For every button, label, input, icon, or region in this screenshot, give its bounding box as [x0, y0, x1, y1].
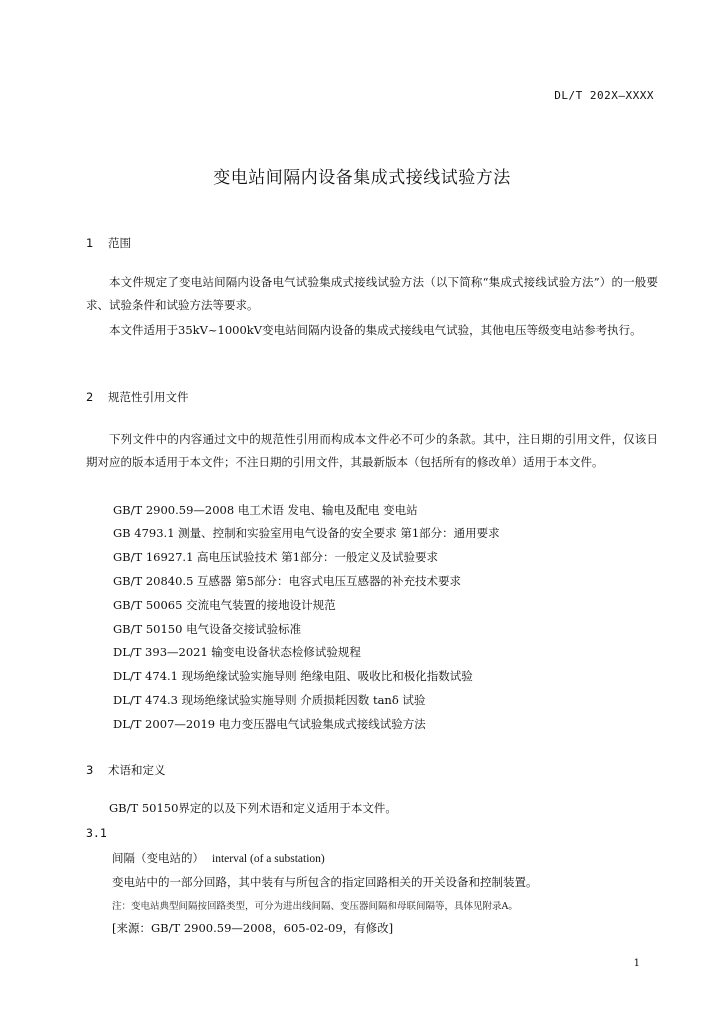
section-heading-normative-references: [86, 389, 189, 405]
reference-item: DL/T 393—2021 输变电设备状态检修试验规程: [113, 645, 361, 659]
term-definition: 变电站中的一部分回路，其中装有与所包含的指定回路相关的开关设备和控制装置。: [112, 875, 538, 889]
term-english: interval (of a substation): [212, 853, 325, 865]
paragraph: 下列文件中的内容通过文中的规范性引用而构成本文件必不可少的条款。其中，注日期的引用文件，仅该日期对应的版本适用于本文件；不注日期的引用文件，其最新版本（包括所有的修改单）适用于本文件。: [86, 432, 658, 469]
paragraph: 本文件适用于35kV~1000kV变电站间隔内设备的集成式接线电气试验，其他电压等级变电站参考执行。: [109, 323, 642, 337]
section-title: 范围: [108, 236, 131, 250]
term-note: 注：变电站典型间隔按回路类型，可分为进出线间隔、变压器间隔和母联间隔等，具体见附录A。: [112, 901, 518, 912]
reference-item: GB/T 50150 电气设备交接试验标准: [113, 622, 302, 636]
paragraph: GB/T 50150界定的以及下列术语和定义适用于本文件。: [109, 801, 397, 815]
paragraph: 本文件规定了变电站间隔内设备电气试验集成式接线试验方法（以下简称“集成式接线试验方法”）的一般要求、试验条件和试验方法等要求。: [86, 275, 658, 312]
section-title: 规范性引用文件: [108, 390, 189, 404]
term-chinese: 间隔（变电站的）: [112, 851, 204, 865]
reference-item: DL/T 2007—2019 电力变压器电气试验集成式接线试验方法: [113, 717, 426, 731]
section-title: 术语和定义: [108, 763, 166, 777]
reference-item: GB/T 16927.1 高电压试验技术 第1部分：一般定义及试验要求: [113, 550, 439, 564]
reference-item: DL/T 474.1 现场绝缘试验实施导则 绝缘电阻、吸收比和极化指数试验: [113, 669, 473, 683]
reference-item: GB/T 2900.59—2008 电工术语 发电、输电及配电 变电站: [113, 503, 418, 517]
page-number: 1: [633, 958, 640, 969]
section-number: 3: [86, 763, 94, 777]
section-number: 1: [86, 236, 94, 250]
standard-code: DL/T 202X—XXXX: [554, 89, 654, 102]
document-title: 变电站间隔内设备集成式接线试验方法: [213, 168, 511, 188]
section-heading-scope: [86, 235, 131, 251]
section-number: 2: [86, 390, 94, 404]
reference-item: GB/T 20840.5 互感器 第5部分：电容式电压互感器的补充技术要求: [113, 574, 462, 588]
section-heading-terms-definitions: [86, 762, 166, 778]
reference-item: GB/T 50065 交流电气装置的接地设计规范: [113, 598, 336, 612]
reference-item: GB 4793.1 测量、控制和实验室用电气设备的安全要求 第1部分：通用要求: [113, 526, 500, 540]
term-entry: [112, 850, 325, 866]
reference-item: DL/T 474.3 现场绝缘试验实施导则 介质损耗因数 tanδ 试验: [113, 693, 426, 707]
term-source: [来源：GB/T 2900.59—2008，605-02-09，有修改]: [112, 921, 394, 935]
subsection-number: 3.1: [86, 826, 107, 840]
